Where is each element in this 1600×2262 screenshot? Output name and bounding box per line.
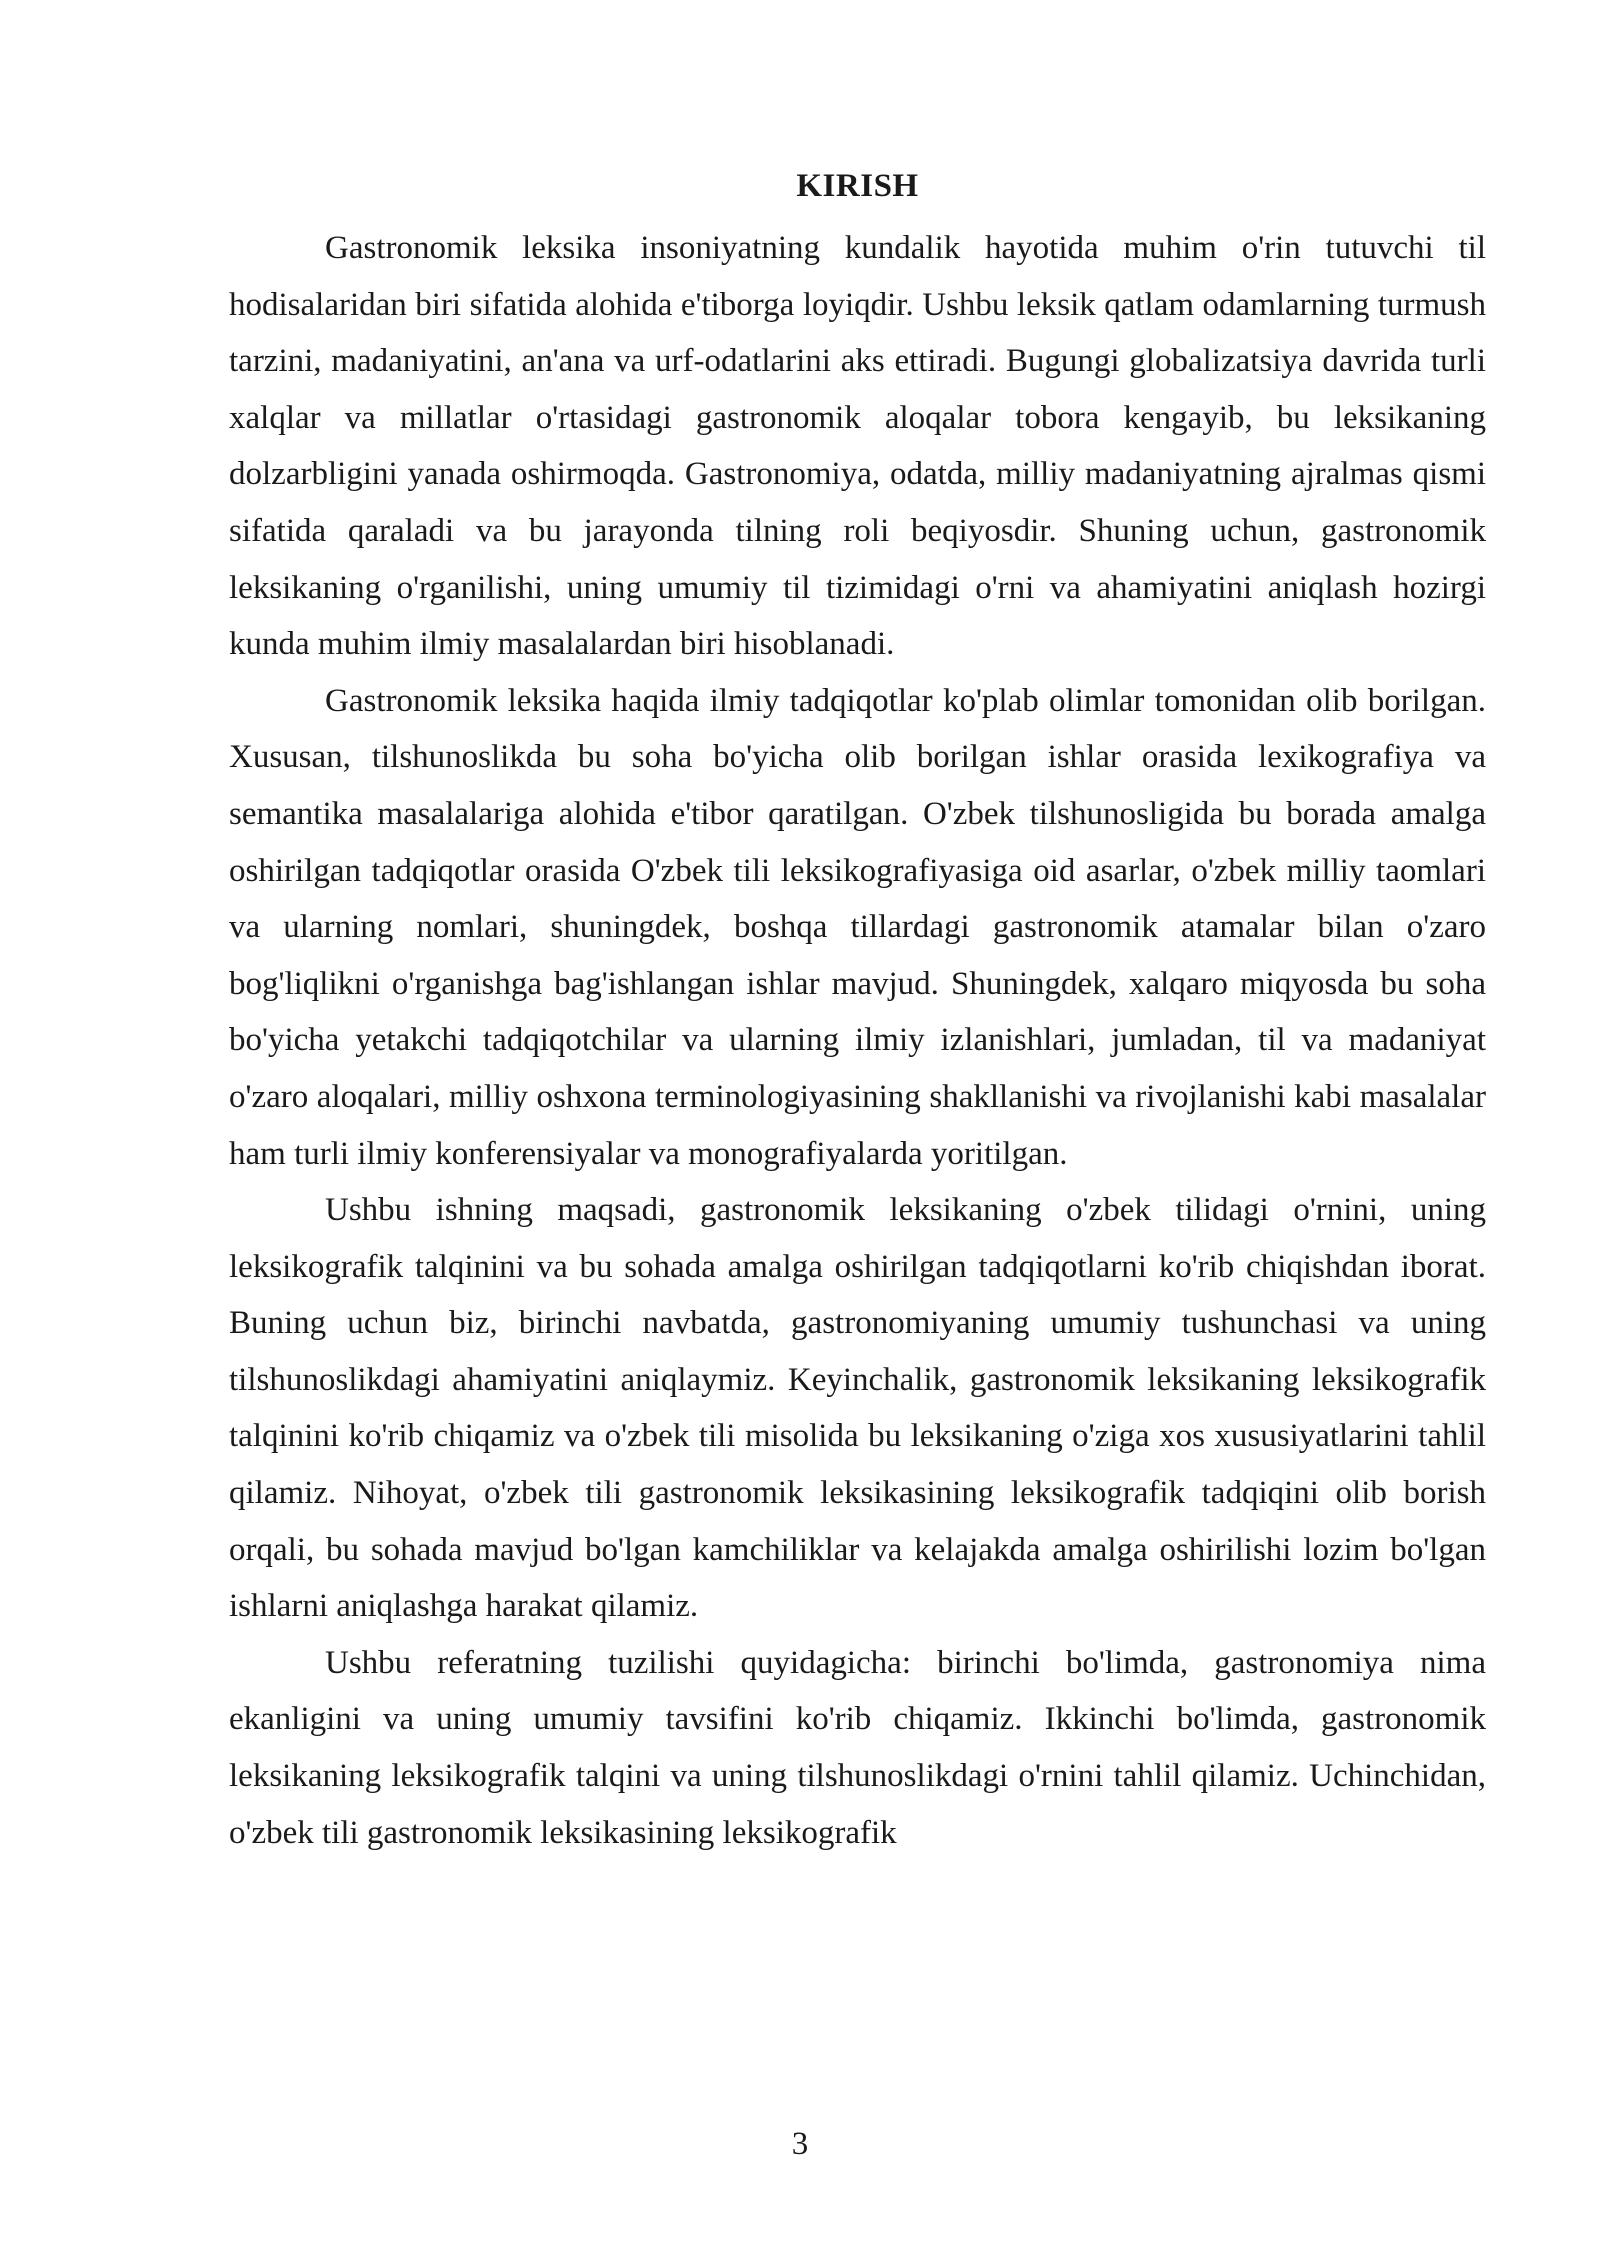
paragraph-4: Ushbu referatning tuzilishi quyidagicha: birinchi bo'limda, gastronomiya nima ekanligini va uning umumiy tavsifini ko'rib chiqamiz. Ikkinchi bo'limda, gastronomik leksikaning leksikografik talqini va uning tilshunoslikdagi o'rnini tahlil qilamiz. Uchinchidan, o'zbek tili gastronomik leksikasining leksikografik bbox=[229, 1644, 1486, 1851]
page-number: 3 bbox=[791, 2126, 809, 2162]
section-title: KIRISH bbox=[796, 168, 919, 204]
paragraph-1: Gastronomik leksika insoniyatning kundalik hayotida muhim o'rin tutuvchi til hodisalaridan biri sifatida alohida e'tiborga loyiqdir. Ushbu leksik qatlam odamlarning turmush tarzini, madaniyatini, an'ana va urf-odatlarini aks ettiradi. Bugungi globalizatsiya davrida turli xalqlar va millatlar o'rtasidagi gastronomik aloqalar tobora kengayib, bu leksikaning dolzarbligini yanada oshirmoqda. Gastronomiya, odatda, milliy madaniyatning ajralmas qismi sifatida qaraladi va bu jarayonda tilning roli beqiyosdir. Shuning uchun, gastronomik leksikaning o'rganilishi, uning umumiy til tizimidagi o'rni va ahamiyatini aniqlash hozirgi kunda muhim ilmiy masalalardan biri hisoblanadi. bbox=[229, 230, 1486, 663]
paragraph-3: Ushbu ishning maqsadi, gastronomik leksikaning o'zbek tilidagi o'rnini, uning leksikografik talqinini va bu sohada amalga oshirilgan tadqiqotlarni ko'rib chiqishdan iborat. Buning uchun biz, birinchi navbatda, gastronomiyaning umumiy tushunchasi va uning tilshunoslikdagi ahamiyatini aniqlaymiz. Keyinchalik, gastronomik leksikaning leksikografik talqinini ko'rib chiqamiz va o'zbek tili misolida bu leksikaning o'ziga xos xususiyatlarini tahlil qilamiz. Nihoyat, o'zbek tili gastronomik leksikasining leksikografik tadqiqini olib borish orqali, bu sohada mavjud bo'lgan kamchiliklar va kelajakda amalga oshirilishi lozim bo'lgan ishlarni aniqlashga harakat qilamiz. bbox=[229, 1192, 1486, 1625]
page-content bbox=[229, 158, 1486, 1861]
paragraph-2: Gastronomik leksika haqida ilmiy tadqiqotlar ko'plab olimlar tomonidan olib borilgan. Xususan, tilshunoslikda bu soha bo'yicha olib borilgan ishlar orasida lexikografiya va semantika masalalariga alohida e'tibor qaratilgan. O'zbek tilshunosligida bu borada amalga oshirilgan tadqiqotlar orasida O'zbek tili leksikografiyasiga oid asarlar, o'zbek milliy taomlari va ularning nomlari, shuningdek, boshqa tillardagi gastronomik atamalar bilan o'zaro bog'liqlikni o'rganishga bag'ishlangan ishlar mavjud. Shuningdek, xalqaro miqyosda bu soha bo'yicha yetakchi tadqiqotchilar va ularning ilmiy izlanishlari, jumladan, til va madaniyat o'zaro aloqalari, milliy oshxona terminologiyasining shakllanishi va rivojlanishi kabi masalalar ham turli ilmiy konferensiyalar va monografiyalarda yoritilgan. bbox=[229, 682, 1486, 1172]
